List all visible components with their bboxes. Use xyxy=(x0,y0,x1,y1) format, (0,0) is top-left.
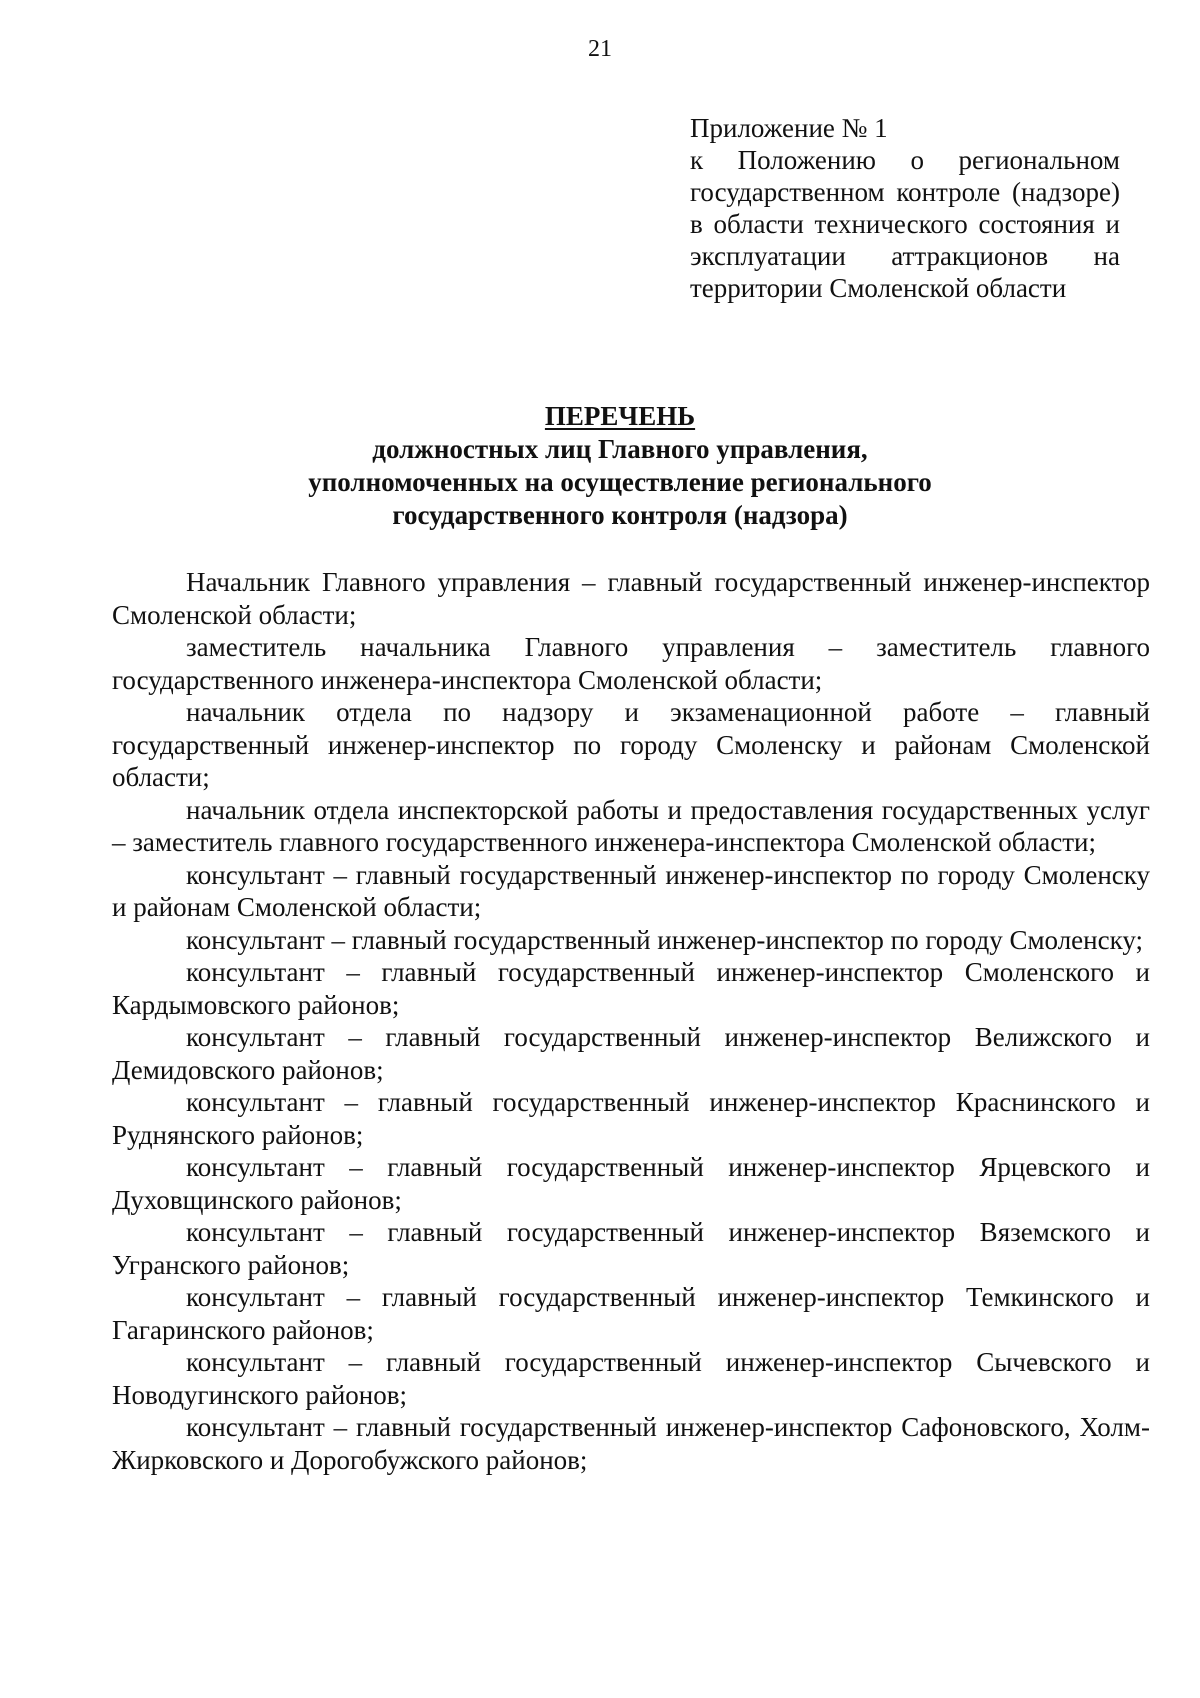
list-item: консультант – главный государственный инженер-инспектор Сафоновского, Холм-Жирковского и Дорогобужского районов; xyxy=(112,1412,1150,1475)
list-item: консультант – главный государственный инженер-инспектор по городу Смоленску; xyxy=(186,924,1143,955)
heading-line: должностных лиц Главного управления, xyxy=(372,434,868,464)
list-item: начальник отдела инспекторской работы и предоставления государственных услуг – заместитель главного государственного инженера-инспектора Смоленской области; xyxy=(112,794,1150,857)
list-item: консультант – главный государственный инженер-инспектор Велижского и Демидовского районов; xyxy=(112,1022,1150,1085)
list-item: консультант – главный государственный инженер-инспектор Краснинского и Руднянского районов; xyxy=(112,1087,1150,1150)
heading-line: государственного контроля (надзора) xyxy=(392,500,848,530)
document-heading xyxy=(120,400,1120,532)
list-item: консультант – главный государственный инженер-инспектор Сычевского и Новодугинского районов; xyxy=(112,1347,1150,1410)
list-item: Начальник Главного управления – главный государственный инженер-инспектор Смоленской области; xyxy=(112,567,1150,630)
list-item: консультант – главный государственный инженер-инспектор Ярцевского и Духовщинского районов; xyxy=(112,1152,1150,1215)
list-item: консультант – главный государственный инженер-инспектор Вяземского и Угранского районов; xyxy=(112,1217,1150,1280)
appendix-block xyxy=(690,112,1120,304)
page-number: 21 xyxy=(588,36,612,62)
list-item: консультант – главный государственный инженер-инспектор Смоленского и Кардымовского районов; xyxy=(112,957,1150,1020)
heading-line: уполномоченных на осуществление регионального xyxy=(308,467,932,497)
list-item: консультант – главный государственный инженер-инспектор по городу Смоленску и районам Смоленской области; xyxy=(112,859,1150,922)
list-item: консультант – главный государственный инженер-инспектор Темкинского и Гагаринского районов; xyxy=(112,1282,1150,1345)
heading-title: ПЕРЕЧЕНЬ xyxy=(544,401,696,431)
list-item: заместитель начальника Главного управления – заместитель главного государственного инженера-инспектора Смоленской области; xyxy=(112,632,1150,695)
list-item: начальник отдела по надзору и экзаменационной работе – главный государственный инженер-инспектор по городу Смоленску и районам Смоленской области; xyxy=(112,697,1150,792)
officials-list xyxy=(112,566,1150,1476)
appendix-title: Приложение № 1 xyxy=(690,113,888,143)
appendix-reference: к Положению о региональном государственном контроле (надзоре) в области технического состояния и эксплуатации аттракционов на территории Смоленской области xyxy=(690,145,1120,303)
